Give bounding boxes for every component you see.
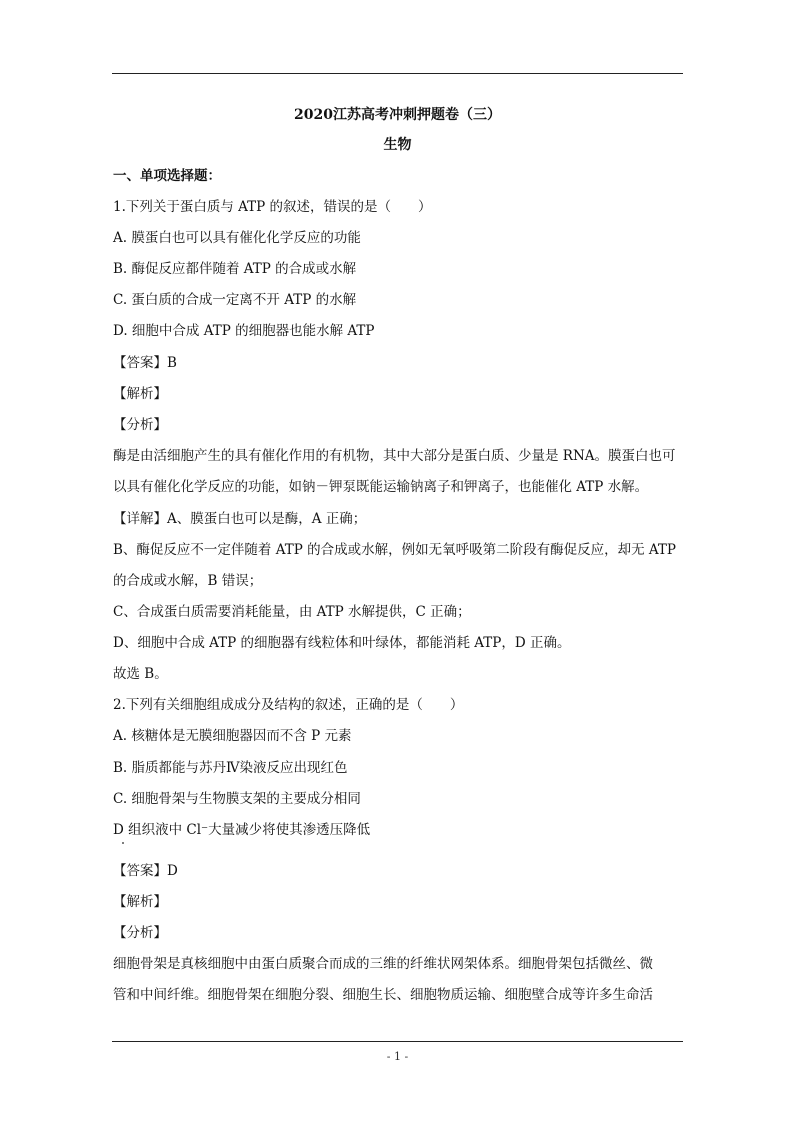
- subject-title: 生物: [383, 137, 412, 153]
- q1-analysis-line-1: 酶是由活细胞产生的具有催化作用的有机物，其中大部分是蛋白质、少量是 RNA。膜蛋白也可: [113, 448, 676, 464]
- q1-detail-line-3: 的合成或水解，B 错误；: [113, 573, 263, 589]
- q1-conclusion: 故选 B。: [113, 666, 168, 682]
- q1-detail-line-1: 【详解】A、膜蛋白也可以是酶，A 正确；: [113, 511, 367, 527]
- q1-answer: 【答案】B: [113, 355, 177, 371]
- q2-stem: 2.下列有关细胞组成成分及结构的叙述，正确的是（ ）: [113, 697, 464, 713]
- q2-option-b: B. 脂质都能与苏丹Ⅳ染液反应出现红色: [113, 760, 348, 776]
- q2-fenxi-label: 【分析】: [113, 925, 167, 941]
- q1-stem: 1.下列关于蛋白质与 ATP 的叙述，错误的是（ ）: [113, 199, 432, 215]
- q2-option-c: C. 细胞骨架与生物膜支架的主要成分相同: [113, 791, 361, 807]
- page-number: - 1 -: [386, 1050, 409, 1063]
- section-heading: 一、单项选择题：: [113, 168, 221, 184]
- footer-rule: [112, 1041, 683, 1042]
- q1-jiexi-label: 【解析】: [113, 386, 167, 402]
- stray-dot: [122, 842, 124, 844]
- q2-analysis-line-2: 管和中间纤维。细胞骨架在细胞分裂、细胞生长、细胞物质运输、细胞壁合成等许多生命活: [113, 987, 653, 1003]
- q2-analysis-line-1: 细胞骨架是真核细胞中由蛋白质聚合而成的三维的纤维状网架体系。细胞骨架包括微丝、微: [113, 956, 653, 972]
- page-title: 2020江苏高考冲刺押题卷（三）: [294, 107, 501, 123]
- q1-detail-line-4: C、合成蛋白质需要消耗能量，由 ATP 水解提供，C 正确；: [113, 604, 471, 620]
- q1-option-a: A. 膜蛋白也可以具有催化化学反应的功能: [113, 230, 361, 246]
- q2-jiexi-label: 【解析】: [113, 894, 167, 910]
- q2-answer: 【答案】D: [113, 863, 178, 879]
- header-rule: [112, 73, 683, 74]
- q1-option-c: C. 蛋白质的合成一定离不开 ATP 的水解: [113, 292, 357, 308]
- q2-option-d: D 组织液中 Cl⁻大量减少将使其渗透压降低: [113, 822, 371, 838]
- q1-option-d: D. 细胞中合成 ATP 的细胞器也能水解 ATP: [113, 323, 375, 339]
- q1-detail-line-2: B、酶促反应不一定伴随着 ATP 的合成或水解，例如无氧呼吸第二阶段有酶促反应，却无 ATP: [113, 542, 676, 558]
- q1-fenxi-label: 【分析】: [113, 417, 167, 433]
- q2-option-a: A. 核糖体是无膜细胞器因而不含 P 元素: [113, 728, 352, 744]
- q1-option-b: B. 酶促反应都伴随着 ATP 的合成或水解: [113, 261, 357, 277]
- q1-analysis-line-2: 以具有催化化学反应的功能，如钠－钾泵既能运输钠离子和钾离子，也能催化 ATP 水解。: [113, 479, 649, 495]
- q1-detail-line-5: D、细胞中合成 ATP 的细胞器有线粒体和叶绿体，都能消耗 ATP，D 正确。: [113, 635, 571, 651]
